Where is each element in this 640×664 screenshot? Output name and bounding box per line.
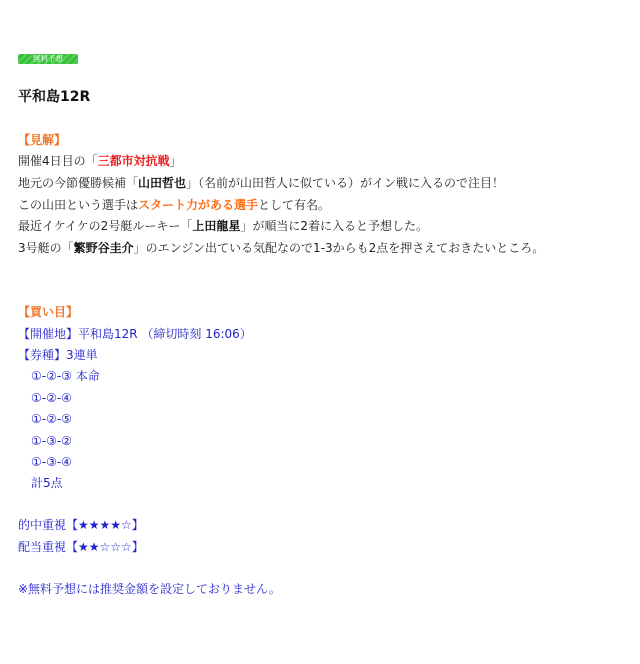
opinion-text: この山田という選手は [18, 198, 139, 212]
bet-combo: ①-②-④ [31, 391, 72, 405]
bet-combo: ①-③-④ [31, 455, 72, 469]
opinion-line-4 [18, 217, 428, 235]
opinion-line-5 [18, 239, 544, 257]
opinion-text: 最近イケイケの2号艇ルーキー「 [18, 219, 193, 233]
bets-heading: 【買い目】 [18, 305, 79, 319]
bets-venue: 【開催地】平和島12R （締切時刻 16:06） [18, 327, 252, 341]
opinion-line-3 [18, 196, 330, 214]
free-prediction-badge: 無料予想 [18, 54, 78, 64]
opinion-text: 」（名前が山田哲人に似ている）がイン戦に入るので注目！ [186, 176, 505, 190]
opinion-text: として有名。 [258, 198, 331, 212]
bet-combo: ①-②-③ 本命 [31, 369, 100, 383]
opinion-text: 地元の今節優勝候補「 [18, 176, 139, 190]
opinion-heading: 【見解】 [18, 133, 67, 147]
accuracy-rating: 的中重視【★★★★☆】 [18, 518, 144, 532]
opinion-highlight: 上田龍星 [192, 219, 241, 233]
recommended-amount-note: ※無料予想には推奨金額を設定しておりません。 [18, 582, 281, 596]
opinion-text: 」 [169, 154, 182, 168]
opinion-highlight: 山田哲也 [138, 176, 187, 190]
payout-rating: 配当重視【★★☆☆☆】 [18, 540, 144, 554]
opinion-text: 」が順当に2着に入ると予想した。 [240, 219, 428, 233]
opinion-highlight: スタート力がある選手 [138, 198, 259, 212]
opinion-line-2 [18, 174, 504, 192]
bet-combo: ①-②-⑤ [31, 412, 72, 426]
opinion-highlight: 三都市対抗戦 [97, 154, 170, 168]
bets-total: 計5点 [31, 476, 63, 490]
bet-combo: ①-③-② [31, 434, 72, 448]
opinion-text: 」のエンジン出ている気配なので1-3からも2点を押さえておきたいところ。 [133, 241, 545, 255]
bets-ticket-type: 【券種】3連単 [18, 348, 98, 362]
opinion-highlight: 繁野谷圭介 [73, 241, 134, 255]
race-title: 平和島12R [18, 89, 91, 105]
opinion-text: 開催4日目の「 [18, 154, 98, 168]
opinion-text: 3号艇の「 [18, 241, 74, 255]
opinion-line-1 [18, 152, 182, 170]
